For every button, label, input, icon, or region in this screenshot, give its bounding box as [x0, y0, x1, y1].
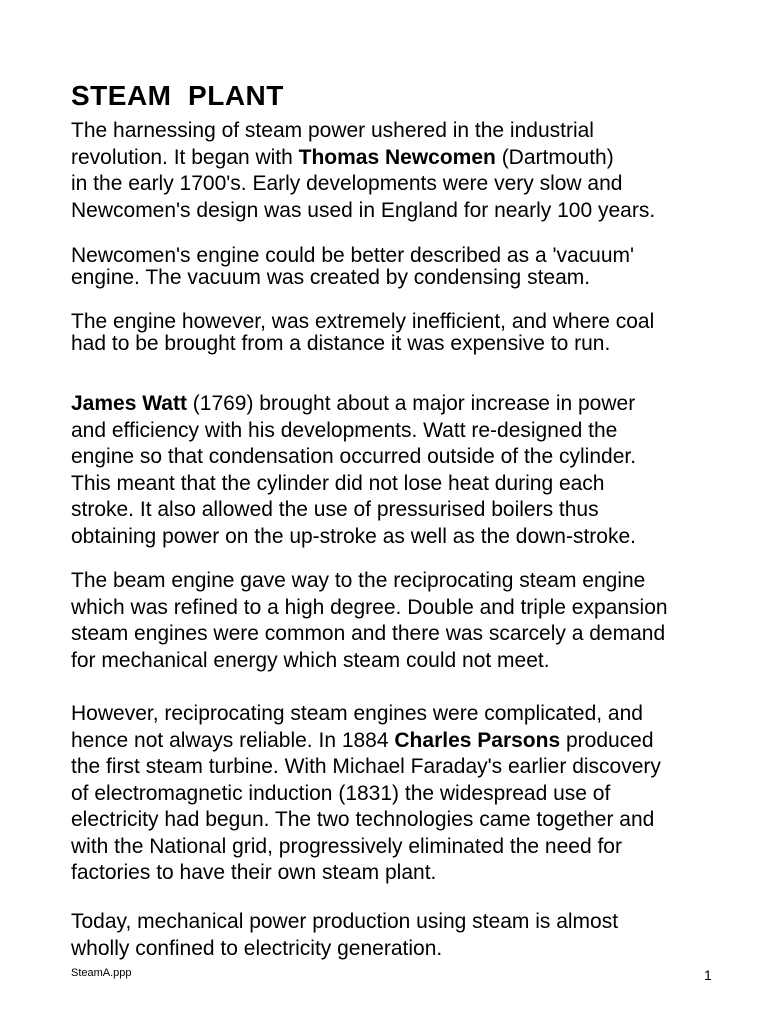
text-run: engine so that condensation occurred outside of the cylinder. [71, 445, 637, 468]
paragraph-line [71, 860, 661, 887]
text-run: stroke. It also allowed the use of pressurised boilers thus [71, 498, 599, 521]
text-run: produced [560, 728, 654, 752]
paragraph-inefficiency [71, 311, 654, 355]
paragraph-line [71, 333, 654, 355]
paragraph-beam-engine [71, 568, 668, 674]
text-run: The harnessing of steam power ushered in the industrial [71, 119, 594, 142]
name-charles-parsons: Charles Parsons [394, 728, 561, 752]
name-thomas-newcomen: Thomas Newcomen [298, 145, 496, 169]
text-run: obtaining power on the up-stroke as well as the down-stroke. [71, 524, 636, 548]
text-run: the first steam turbine. With Michael Faraday's earlier discovery [71, 755, 661, 778]
text-run: Newcomen's engine could be better described as a 'vacuum' [71, 244, 635, 267]
text-run: This meant that the cylinder did not lose heat during each [71, 471, 605, 495]
paragraph-vacuum-engine [71, 245, 634, 289]
paragraph-line [71, 909, 618, 936]
text-run: of electromagnetic induction (1831) the widespread use of [71, 781, 611, 805]
text-run: The engine however, was extremely inefficient, and where coal [71, 310, 655, 333]
paragraph-today [71, 909, 618, 962]
paragraph-line [71, 471, 636, 498]
text-run: The beam engine gave way to the reciprocating steam engine [71, 569, 646, 592]
paragraph-line [71, 621, 668, 648]
paragraph-line [71, 391, 636, 418]
paragraph-line [71, 267, 634, 289]
name-james-watt: James Watt [71, 392, 187, 415]
paragraph-line [71, 807, 661, 834]
text-run: Today, mechanical power production using steam is almost [71, 910, 619, 933]
paragraph-line [71, 118, 655, 145]
text-run: revolution. It began with [71, 145, 299, 169]
text-run: factories to have their own steam plant. [71, 861, 437, 884]
text-run: hence not always reliable. In 1884 [71, 728, 395, 752]
paragraph-line [71, 834, 661, 861]
paragraph-line [71, 245, 634, 267]
text-run: engine. The vacuum was created by condensing steam. [71, 266, 591, 289]
text-run: (1769) brought about a major increase in power [186, 392, 636, 415]
text-run: which was refined to a high degree. Double and triple expansion [71, 595, 668, 619]
text-run: electricity had begun. The two technologies came together and [71, 808, 655, 831]
footer-filename: SteamA.ppp [71, 967, 132, 979]
paragraph-line [71, 595, 668, 622]
paragraph-line [71, 171, 655, 198]
footer-page-number: 1 [704, 967, 712, 983]
paragraph-line [71, 781, 661, 808]
paragraph-line [71, 701, 661, 728]
text-run: for mechanical energy which steam could not meet. [71, 648, 550, 672]
paragraph-line [71, 418, 636, 445]
text-run: had to be brought from a distance it was expensive to run. [71, 332, 611, 355]
paragraph-charles-parsons [71, 701, 661, 887]
paragraph-james-watt [71, 391, 636, 550]
page-title: STEAM PLANT [71, 80, 284, 111]
text-run: and efficiency with his developments. Watt re-designed the [71, 418, 618, 442]
paragraph-line [71, 728, 661, 755]
text-run: wholly confined to electricity generation. [71, 936, 443, 960]
paragraph-line [71, 145, 655, 172]
paragraph-line [71, 497, 636, 524]
paragraph-line [71, 444, 636, 471]
text-run: with the National grid, progressively eliminated the need for [71, 834, 622, 858]
paragraph-intro [71, 118, 655, 224]
text-run: (Dartmouth) [495, 145, 614, 169]
text-run: in the early 1700's. Early developments were very slow and [71, 172, 623, 195]
paragraph-line [71, 648, 668, 675]
paragraph-line [71, 311, 654, 333]
paragraph-line [71, 568, 668, 595]
paragraph-line [71, 754, 661, 781]
paragraph-line [71, 198, 655, 225]
text-run: Newcomen's design was used in England for nearly 100 years. [71, 198, 656, 222]
text-run: steam engines were common and there was scarcely a demand [71, 622, 666, 645]
paragraph-line [71, 936, 618, 963]
text-run: However, reciprocating steam engines were complicated, and [71, 702, 643, 725]
paragraph-line [71, 524, 636, 551]
